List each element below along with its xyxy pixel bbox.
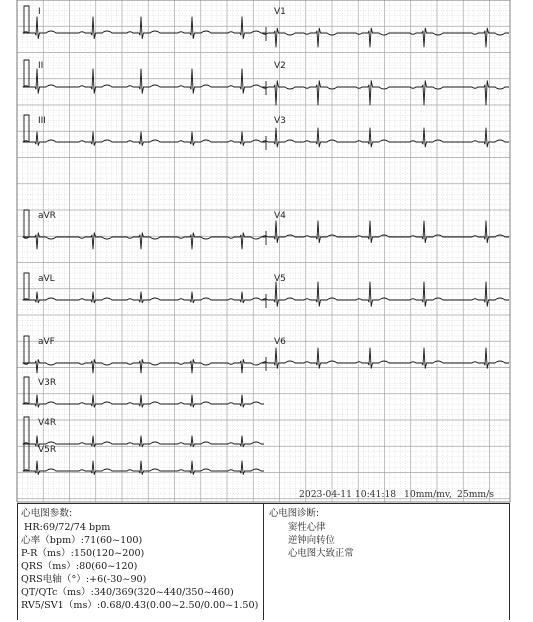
lead-label-avl: aVL	[38, 274, 55, 284]
trace-v4	[262, 221, 509, 243]
param-heart-rate: 心率（bpm）:71(60~100)	[21, 535, 143, 546]
lead-label-v4: V4	[274, 211, 286, 221]
param-rv5-sv1: RV5/SV1（ms）:0.68/0.43(0.00~2.50/0.00~1.50)	[21, 600, 259, 611]
lead-label-avr: aVR	[38, 211, 56, 221]
lead-label-v1: V1	[274, 7, 286, 17]
lead-label-v5r: V5R	[38, 445, 57, 455]
param-qt-qtc: QT/QTc（ms）:340/369(320~440/350~460)	[21, 587, 234, 598]
recording-timestamp: 2023-04-11 10:41:18	[299, 489, 397, 500]
trace-v3	[262, 128, 509, 147]
lead-label-i: I	[38, 7, 41, 17]
diagnosis-sinus-rhythm: 窦性心律	[288, 522, 326, 533]
trace-v2	[262, 81, 509, 105]
diagnosis-roughly-normal: 心电图大致正常	[288, 548, 354, 559]
param-hr: HR:69/72/74 bpm	[21, 522, 111, 533]
trace-i	[23, 17, 264, 39]
ecg-parameters-panel	[17, 503, 263, 617]
lead-label-v6: V6	[274, 337, 286, 347]
lead-label-avf: aVF	[38, 337, 55, 347]
trace-v6	[262, 348, 509, 368]
param-pr-interval: P-R（ms）:150(120~200)	[21, 548, 145, 559]
lead-label-v4r: V4R	[38, 418, 57, 428]
lead-label-v2: V2	[274, 61, 286, 71]
trace-v5	[262, 282, 509, 306]
lead-label-v5: V5	[274, 274, 286, 284]
ecg-diagnosis-panel	[263, 503, 510, 617]
param-qrs-axis: QRS电轴（°）:+6(-30~90)	[21, 574, 147, 585]
ecg-minor-grid	[17, 0, 510, 502]
paper-speed: 25mm/s	[457, 489, 494, 500]
lead-label-ii: II	[38, 61, 44, 71]
lead-label-iii: III	[38, 116, 46, 126]
trace-v1	[262, 28, 509, 47]
lead-label-v3: V3	[274, 116, 286, 126]
diagnosis-counterclockwise-rotation: 逆钟向转位	[288, 535, 335, 546]
gain-setting: 10mm/mv,	[404, 489, 452, 500]
lead-label-v3r: V3R	[38, 378, 57, 388]
diagnosis-title: 心电图诊断:	[269, 508, 320, 519]
param-qrs-duration: QRS（ms）:80(60~120)	[21, 561, 138, 572]
parameters-title: 心电图参数:	[21, 508, 73, 519]
